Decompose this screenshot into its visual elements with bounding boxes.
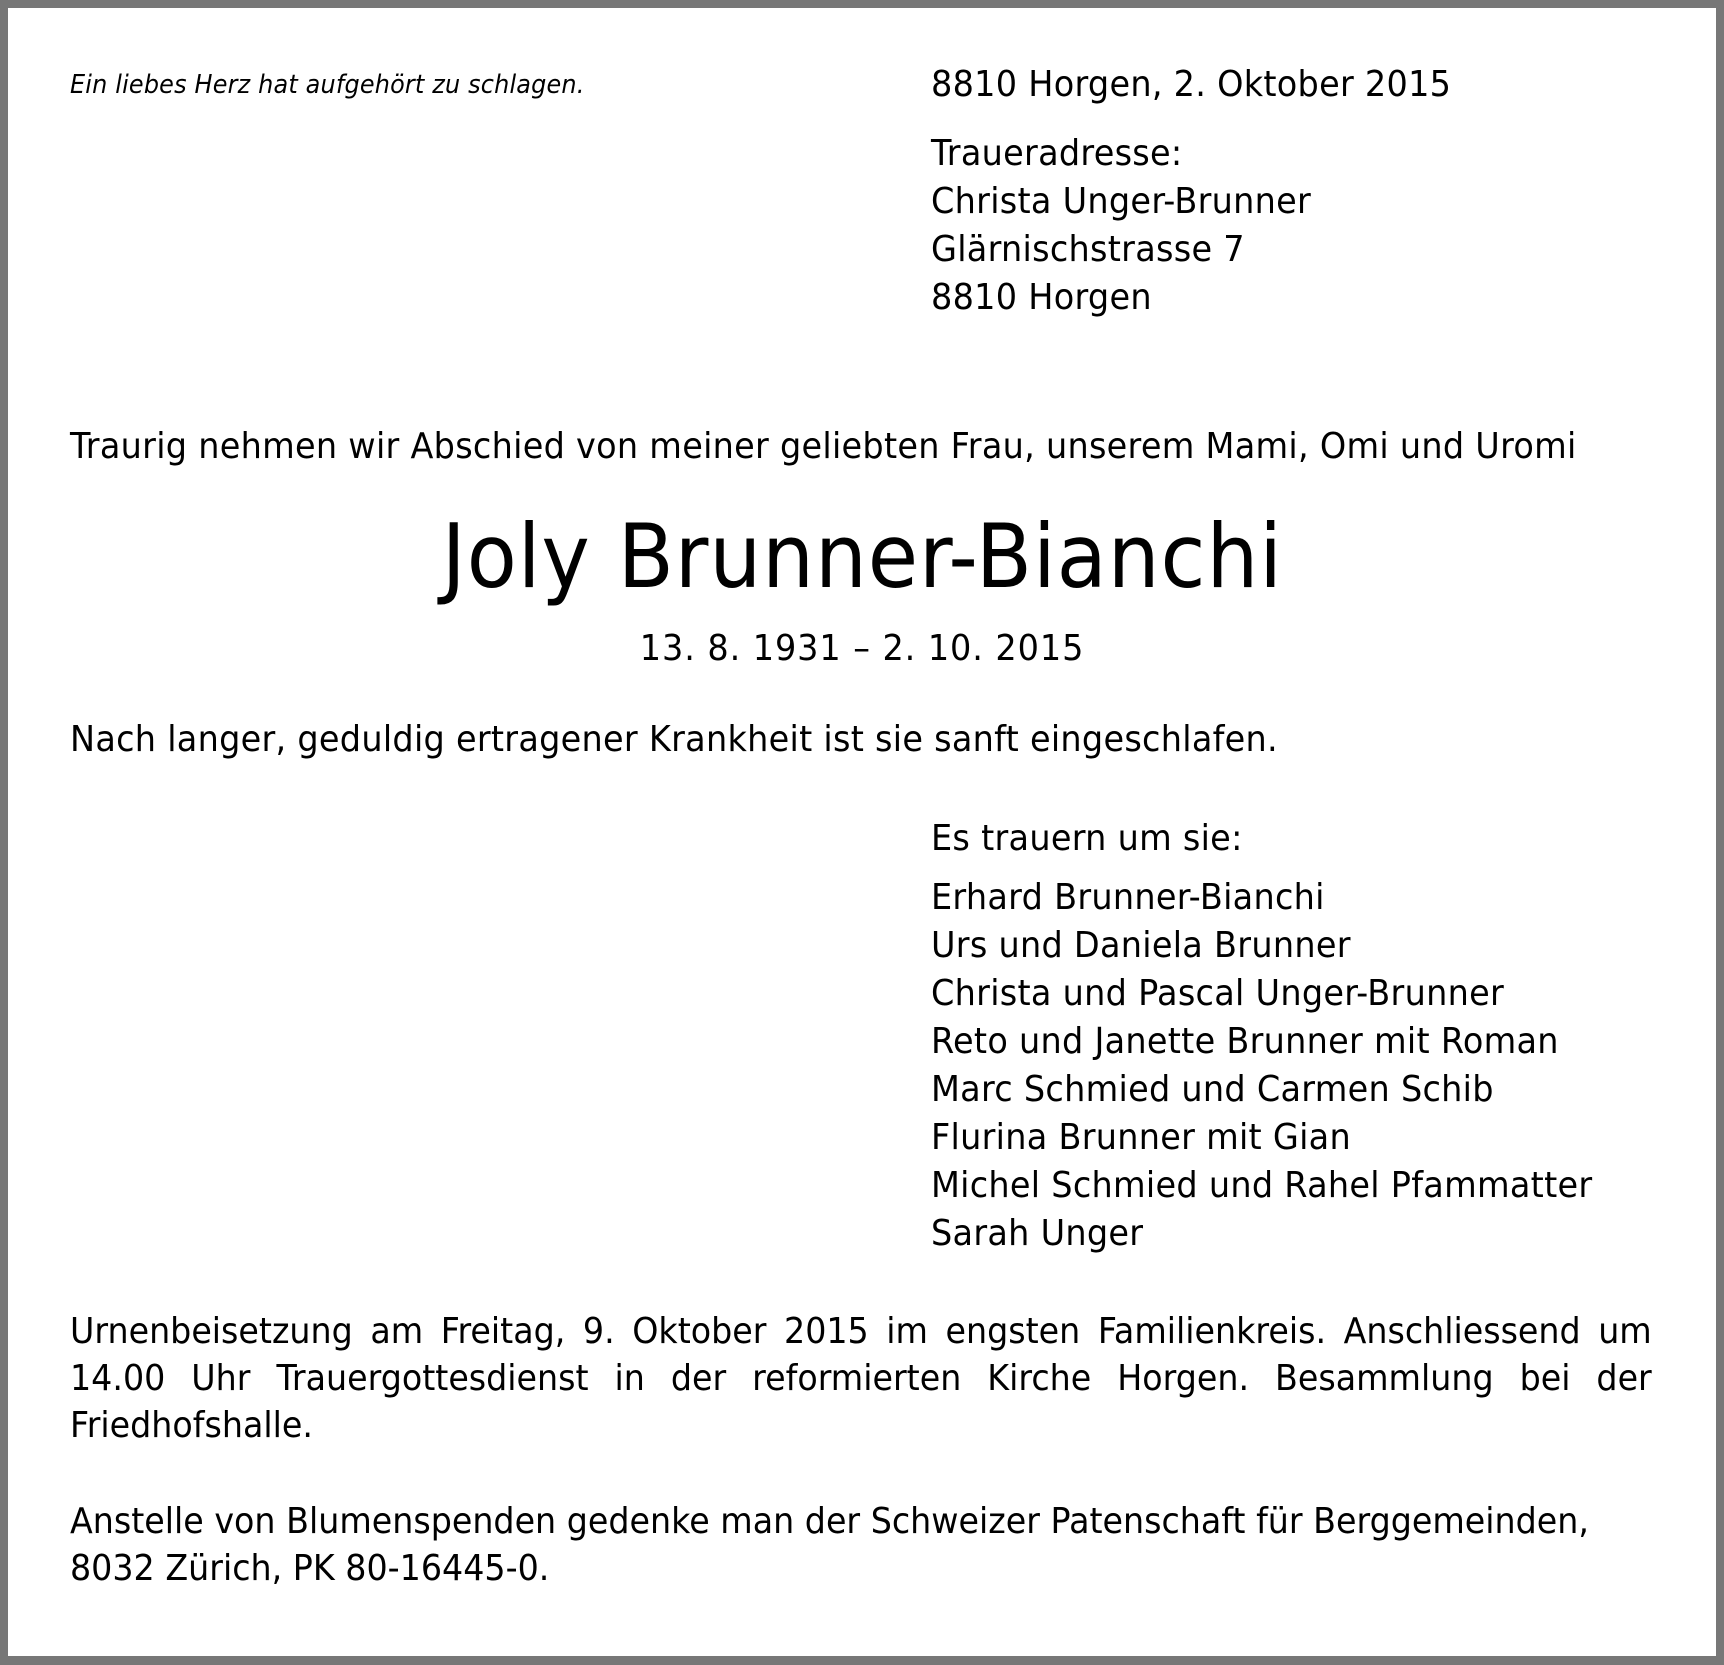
place-date: 8810 Horgen, 2. Oktober 2015	[931, 64, 1452, 105]
mourner: Erhard Brunner-Bianchi	[931, 877, 1325, 918]
address-line: Christa Unger-Brunner	[931, 181, 1312, 222]
intro-text: Traurig nehmen wir Abschied von meiner geliebten Frau, unserem Mami, Omi und Uromi	[70, 426, 1577, 467]
mourner: Sarah Unger	[931, 1213, 1144, 1254]
obituary-page	[8, 8, 1716, 1656]
deceased-name-text: Joly Brunner-Bianchi	[441, 505, 1283, 608]
address-line: 8810 Horgen	[931, 277, 1152, 318]
mourner: Michel Schmied und Rahel Pfammatter	[931, 1165, 1593, 1206]
life-dates	[8, 628, 1716, 669]
donation-line: Anstelle von Blumenspenden gedenke man der Schweizer Patenschaft für Berggemeinden,	[70, 1501, 1589, 1542]
burial-info: Urnenbeisetzung am Freitag, 9. Oktober 2015 im engsten Familienkreis. Anschliessend um 14.00 Uhr Trauergottesdienst in der reformierten Kirche Horgen. Besammlung bei der Friedhofshalle.	[70, 1311, 1652, 1446]
deceased-name	[8, 505, 1716, 608]
mourner: Urs und Daniela Brunner	[931, 925, 1351, 966]
life-dates-text: 13. 8. 1931 – 2. 10. 2015	[639, 628, 1085, 669]
mourner: Reto und Janette Brunner mit Roman	[931, 1021, 1559, 1062]
motto: Ein liebes Herz hat aufgehört zu schlagen.	[70, 70, 585, 100]
mourners-list	[931, 874, 1592, 1258]
mourner: Marc Schmied und Carmen Schib	[931, 1069, 1494, 1110]
mourning-address	[931, 130, 1311, 322]
donation-line: 8032 Zürich, PK 80-16445-0.	[70, 1548, 550, 1589]
mourner: Christa und Pascal Unger-Brunner	[931, 973, 1505, 1014]
mourning-address-label: Traueradresse:	[931, 133, 1183, 174]
mourner: Flurina Brunner mit Gian	[931, 1117, 1351, 1158]
mourners-heading: Es trauern um sie:	[931, 818, 1243, 859]
donation-info	[70, 1498, 1652, 1592]
passing-note: Nach langer, geduldig ertragener Krankheit ist sie sanft eingeschlafen.	[70, 719, 1278, 760]
address-line: Glärnischstrasse 7	[931, 229, 1245, 270]
